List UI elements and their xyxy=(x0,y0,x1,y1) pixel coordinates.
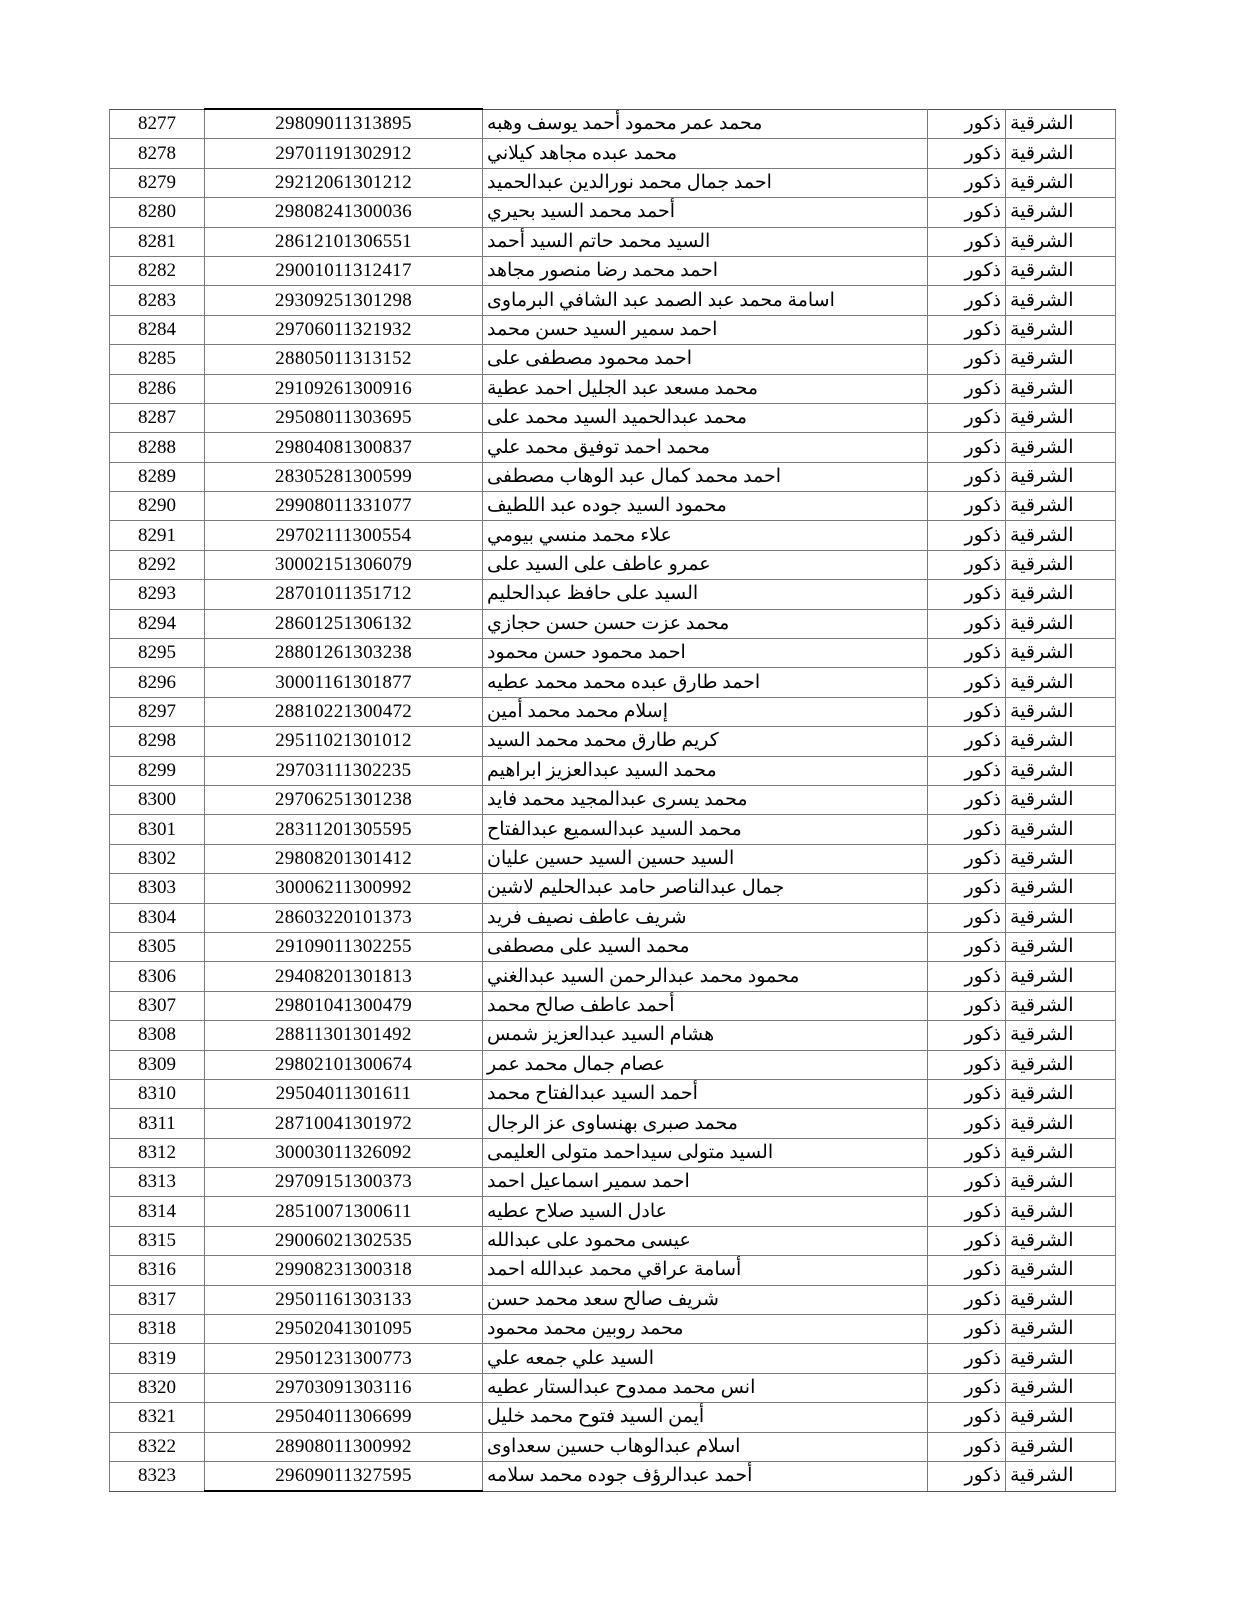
cell-name: اسلام عبدالوهاب حسين سعداوى xyxy=(483,1432,928,1461)
table-row xyxy=(110,727,1116,756)
cell-governorate: الشرقية xyxy=(1006,345,1116,374)
cell-gender: ذكور xyxy=(928,1109,1006,1138)
cell-gender: ذكور xyxy=(928,727,1006,756)
cell-serial: 8312 xyxy=(110,1138,205,1167)
cell-national-id: 29511021301012 xyxy=(205,727,483,756)
cell-governorate: الشرقية xyxy=(1006,874,1116,903)
cell-name: أسامة عراقي محمد عبدالله احمد xyxy=(483,1256,928,1285)
cell-name: احمد محمود حسن محمود xyxy=(483,639,928,668)
cell-national-id: 28908011300992 xyxy=(205,1432,483,1461)
cell-name: عيسى محمود على عبدالله xyxy=(483,1226,928,1255)
cell-gender: ذكور xyxy=(928,874,1006,903)
table-row xyxy=(110,785,1116,814)
cell-gender: ذكور xyxy=(928,1256,1006,1285)
table-row xyxy=(110,1373,1116,1402)
cell-national-id: 29908231300318 xyxy=(205,1256,483,1285)
cell-national-id: 29504011301611 xyxy=(205,1079,483,1108)
cell-serial: 8319 xyxy=(110,1344,205,1373)
cell-serial: 8282 xyxy=(110,256,205,285)
cell-serial: 8277 xyxy=(110,109,205,139)
cell-name: محمد روبين محمد محمود xyxy=(483,1315,928,1344)
cell-national-id: 29808241300036 xyxy=(205,198,483,227)
cell-gender: ذكور xyxy=(928,580,1006,609)
cell-gender: ذكور xyxy=(928,315,1006,344)
cell-gender: ذكور xyxy=(928,521,1006,550)
table-row xyxy=(110,962,1116,991)
cell-governorate: الشرقية xyxy=(1006,962,1116,991)
table-row xyxy=(110,227,1116,256)
cell-governorate: الشرقية xyxy=(1006,1256,1116,1285)
table-row xyxy=(110,697,1116,726)
cell-governorate: الشرقية xyxy=(1006,580,1116,609)
cell-national-id: 29809011313895 xyxy=(205,109,483,139)
table-row xyxy=(110,668,1116,697)
cell-name: أحمد عاطف صالح محمد xyxy=(483,991,928,1020)
cell-name: احمد جمال محمد نورالدين عبدالحميد xyxy=(483,168,928,197)
cell-name: السيد علي جمعه علي xyxy=(483,1344,928,1373)
cell-name: أحمد محمد السيد بحيري xyxy=(483,198,928,227)
table-row xyxy=(110,403,1116,432)
cell-governorate: الشرقية xyxy=(1006,403,1116,432)
cell-national-id: 29801041300479 xyxy=(205,991,483,1020)
table-row xyxy=(110,1079,1116,1108)
cell-national-id: 29001011312417 xyxy=(205,256,483,285)
cell-governorate: الشرقية xyxy=(1006,1138,1116,1167)
cell-name: كريم طارق محمد محمد السيد xyxy=(483,727,928,756)
cell-national-id: 29609011327595 xyxy=(205,1461,483,1491)
cell-national-id: 29908011331077 xyxy=(205,492,483,521)
cell-governorate: الشرقية xyxy=(1006,609,1116,638)
cell-governorate: الشرقية xyxy=(1006,697,1116,726)
cell-serial: 8313 xyxy=(110,1168,205,1197)
cell-national-id: 29702111300554 xyxy=(205,521,483,550)
cell-gender: ذكور xyxy=(928,433,1006,462)
cell-serial: 8293 xyxy=(110,580,205,609)
cell-governorate: الشرقية xyxy=(1006,462,1116,491)
cell-name: محمد عبدالحميد السيد محمد على xyxy=(483,403,928,432)
cell-gender: ذكور xyxy=(928,1403,1006,1432)
cell-name: محمد احمد توفيق محمد علي xyxy=(483,433,928,462)
table-row xyxy=(110,932,1116,961)
table-row xyxy=(110,903,1116,932)
cell-governorate: الشرقية xyxy=(1006,550,1116,579)
table-row xyxy=(110,1256,1116,1285)
cell-governorate: الشرقية xyxy=(1006,521,1116,550)
cell-name: احمد سمير اسماعيل احمد xyxy=(483,1168,928,1197)
cell-gender: ذكور xyxy=(928,609,1006,638)
cell-gender: ذكور xyxy=(928,168,1006,197)
cell-gender: ذكور xyxy=(928,903,1006,932)
cell-gender: ذكور xyxy=(928,462,1006,491)
cell-serial: 8281 xyxy=(110,227,205,256)
cell-gender: ذكور xyxy=(928,785,1006,814)
cell-national-id: 29802101300674 xyxy=(205,1050,483,1079)
cell-name: محمد عبده مجاهد كيلاني xyxy=(483,139,928,168)
cell-governorate: الشرقية xyxy=(1006,1432,1116,1461)
cell-serial: 8283 xyxy=(110,286,205,315)
cell-serial: 8309 xyxy=(110,1050,205,1079)
table-row xyxy=(110,1168,1116,1197)
cell-national-id: 29703111302235 xyxy=(205,756,483,785)
cell-governorate: الشرقية xyxy=(1006,1373,1116,1402)
cell-gender: ذكور xyxy=(928,139,1006,168)
cell-serial: 8320 xyxy=(110,1373,205,1402)
cell-serial: 8292 xyxy=(110,550,205,579)
cell-gender: ذكور xyxy=(928,1021,1006,1050)
cell-national-id: 29508011303695 xyxy=(205,403,483,432)
cell-name: احمد محمد كمال عبد الوهاب مصطفى xyxy=(483,462,928,491)
cell-gender: ذكور xyxy=(928,403,1006,432)
cell-gender: ذكور xyxy=(928,492,1006,521)
cell-name: أحمد عبدالرؤف جوده محمد سلامه xyxy=(483,1461,928,1491)
table-row xyxy=(110,1315,1116,1344)
cell-governorate: الشرقية xyxy=(1006,727,1116,756)
cell-serial: 8315 xyxy=(110,1226,205,1255)
cell-national-id: 29804081300837 xyxy=(205,433,483,462)
table-row xyxy=(110,639,1116,668)
cell-serial: 8302 xyxy=(110,844,205,873)
cell-national-id: 29701191302912 xyxy=(205,139,483,168)
cell-gender: ذكور xyxy=(928,991,1006,1020)
table-row xyxy=(110,374,1116,403)
cell-name: هشام السيد عبدالعزيز شمس xyxy=(483,1021,928,1050)
cell-gender: ذكور xyxy=(928,815,1006,844)
cell-gender: ذكور xyxy=(928,286,1006,315)
table-row xyxy=(110,492,1116,521)
cell-national-id: 29408201301813 xyxy=(205,962,483,991)
cell-name: احمد طارق عبده محمد محمد عطيه xyxy=(483,668,928,697)
cell-gender: ذكور xyxy=(928,109,1006,139)
cell-governorate: الشرقية xyxy=(1006,256,1116,285)
table-row xyxy=(110,1197,1116,1226)
cell-gender: ذكور xyxy=(928,668,1006,697)
cell-gender: ذكور xyxy=(928,1050,1006,1079)
cell-gender: ذكور xyxy=(928,932,1006,961)
cell-gender: ذكور xyxy=(928,1315,1006,1344)
cell-governorate: الشرقية xyxy=(1006,492,1116,521)
cell-name: السيد متولى سيداحمد متولى العليمى xyxy=(483,1138,928,1167)
cell-serial: 8307 xyxy=(110,991,205,1020)
cell-gender: ذكور xyxy=(928,1285,1006,1314)
table-row xyxy=(110,433,1116,462)
cell-name: السيد على حافظ عبدالحليم xyxy=(483,580,928,609)
table-row xyxy=(110,1021,1116,1050)
cell-gender: ذكور xyxy=(928,756,1006,785)
table-row xyxy=(110,1226,1116,1255)
cell-name: أحمد السيد عبدالفتاح محمد xyxy=(483,1079,928,1108)
cell-national-id: 29706251301238 xyxy=(205,785,483,814)
cell-serial: 8317 xyxy=(110,1285,205,1314)
cell-gender: ذكور xyxy=(928,697,1006,726)
table-row xyxy=(110,1344,1116,1373)
cell-serial: 8296 xyxy=(110,668,205,697)
cell-national-id: 28801261303238 xyxy=(205,639,483,668)
table-row xyxy=(110,815,1116,844)
table-row xyxy=(110,345,1116,374)
cell-governorate: الشرقية xyxy=(1006,109,1116,139)
cell-governorate: الشرقية xyxy=(1006,756,1116,785)
cell-name: عصام جمال محمد عمر xyxy=(483,1050,928,1079)
cell-serial: 8287 xyxy=(110,403,205,432)
cell-gender: ذكور xyxy=(928,1168,1006,1197)
cell-governorate: الشرقية xyxy=(1006,639,1116,668)
table-row xyxy=(110,521,1116,550)
table-row xyxy=(110,1403,1116,1432)
cell-national-id: 29706011321932 xyxy=(205,315,483,344)
cell-gender: ذكور xyxy=(928,345,1006,374)
cell-governorate: الشرقية xyxy=(1006,1079,1116,1108)
table-row xyxy=(110,256,1116,285)
cell-national-id: 28805011313152 xyxy=(205,345,483,374)
cell-serial: 8303 xyxy=(110,874,205,903)
cell-governorate: الشرقية xyxy=(1006,1315,1116,1344)
cell-governorate: الشرقية xyxy=(1006,1461,1116,1491)
table-row xyxy=(110,109,1116,139)
cell-name: محمد يسرى عبدالمجيد محمد فايد xyxy=(483,785,928,814)
cell-name: انس محمد ممدوح عبدالستار عطيه xyxy=(483,1373,928,1402)
cell-serial: 8284 xyxy=(110,315,205,344)
cell-governorate: الشرقية xyxy=(1006,1021,1116,1050)
table-row xyxy=(110,1285,1116,1314)
cell-national-id: 28810221300472 xyxy=(205,697,483,726)
cell-serial: 8285 xyxy=(110,345,205,374)
cell-name: محمود محمد عبدالرحمن السيد عبدالغني xyxy=(483,962,928,991)
cell-serial: 8299 xyxy=(110,756,205,785)
cell-governorate: الشرقية xyxy=(1006,227,1116,256)
table-row xyxy=(110,550,1116,579)
cell-serial: 8288 xyxy=(110,433,205,462)
cell-governorate: الشرقية xyxy=(1006,433,1116,462)
cell-serial: 8290 xyxy=(110,492,205,521)
cell-name: أيمن السيد فتوح محمد خليل xyxy=(483,1403,928,1432)
table-row xyxy=(110,991,1116,1020)
cell-governorate: الشرقية xyxy=(1006,815,1116,844)
cell-serial: 8304 xyxy=(110,903,205,932)
cell-governorate: الشرقية xyxy=(1006,785,1116,814)
cell-national-id: 29504011306699 xyxy=(205,1403,483,1432)
cell-governorate: الشرقية xyxy=(1006,139,1116,168)
cell-name: محمد صبرى بهنساوى عز الرجال xyxy=(483,1109,928,1138)
cell-serial: 8311 xyxy=(110,1109,205,1138)
table-row xyxy=(110,168,1116,197)
cell-national-id: 28510071300611 xyxy=(205,1197,483,1226)
table-row xyxy=(110,1109,1116,1138)
cell-gender: ذكور xyxy=(928,198,1006,227)
cell-serial: 8289 xyxy=(110,462,205,491)
cell-national-id: 28311201305595 xyxy=(205,815,483,844)
table-row xyxy=(110,198,1116,227)
cell-governorate: الشرقية xyxy=(1006,286,1116,315)
cell-name: عادل السيد صلاح عطيه xyxy=(483,1197,928,1226)
cell-gender: ذكور xyxy=(928,1197,1006,1226)
cell-governorate: الشرقية xyxy=(1006,991,1116,1020)
cell-name: شريف عاطف نصيف فريد xyxy=(483,903,928,932)
cell-gender: ذكور xyxy=(928,256,1006,285)
table-row xyxy=(110,1138,1116,1167)
cell-national-id: 29502041301095 xyxy=(205,1315,483,1344)
cell-gender: ذكور xyxy=(928,374,1006,403)
cell-national-id: 28710041301972 xyxy=(205,1109,483,1138)
cell-governorate: الشرقية xyxy=(1006,1109,1116,1138)
cell-national-id: 29109011302255 xyxy=(205,932,483,961)
cell-name: إسلام محمد محمد أمين xyxy=(483,697,928,726)
cell-name: محمود السيد جوده عبد اللطيف xyxy=(483,492,928,521)
cell-serial: 8300 xyxy=(110,785,205,814)
cell-serial: 8279 xyxy=(110,168,205,197)
cell-national-id: 29501161303133 xyxy=(205,1285,483,1314)
table-row xyxy=(110,580,1116,609)
cell-gender: ذكور xyxy=(928,227,1006,256)
cell-national-id: 29808201301412 xyxy=(205,844,483,873)
cell-name: احمد محمد رضا منصور مجاهد xyxy=(483,256,928,285)
table-row xyxy=(110,462,1116,491)
cell-name: السيد محمد حاتم السيد أحمد xyxy=(483,227,928,256)
roster-table-container xyxy=(110,108,1116,1492)
cell-gender: ذكور xyxy=(928,1461,1006,1491)
cell-serial: 8316 xyxy=(110,1256,205,1285)
cell-serial: 8323 xyxy=(110,1461,205,1491)
cell-national-id: 29703091303116 xyxy=(205,1373,483,1402)
cell-serial: 8301 xyxy=(110,815,205,844)
cell-governorate: الشرقية xyxy=(1006,932,1116,961)
cell-name: محمد السيد على مصطفى xyxy=(483,932,928,961)
cell-serial: 8305 xyxy=(110,932,205,961)
cell-governorate: الشرقية xyxy=(1006,1050,1116,1079)
cell-gender: ذكور xyxy=(928,844,1006,873)
table-row xyxy=(110,874,1116,903)
cell-governorate: الشرقية xyxy=(1006,374,1116,403)
cell-name: احمد سمير السيد حسن محمد xyxy=(483,315,928,344)
cell-serial: 8280 xyxy=(110,198,205,227)
cell-national-id: 28601251306132 xyxy=(205,609,483,638)
cell-national-id: 28811301301492 xyxy=(205,1021,483,1050)
cell-national-id: 29709151300373 xyxy=(205,1168,483,1197)
cell-name: محمد مسعد عبد الجليل احمد عطية xyxy=(483,374,928,403)
table-row xyxy=(110,315,1116,344)
cell-serial: 8298 xyxy=(110,727,205,756)
cell-national-id: 29309251301298 xyxy=(205,286,483,315)
cell-serial: 8306 xyxy=(110,962,205,991)
cell-serial: 8314 xyxy=(110,1197,205,1226)
cell-governorate: الشرقية xyxy=(1006,1403,1116,1432)
cell-name: شريف صالح سعد محمد حسن xyxy=(483,1285,928,1314)
cell-gender: ذكور xyxy=(928,1344,1006,1373)
cell-national-id: 28603220101373 xyxy=(205,903,483,932)
cell-name: محمد عزت حسن حسن حجازي xyxy=(483,609,928,638)
cell-name: محمد السيد عبدالسميع عبدالفتاح xyxy=(483,815,928,844)
cell-serial: 8297 xyxy=(110,697,205,726)
cell-gender: ذكور xyxy=(928,962,1006,991)
cell-gender: ذكور xyxy=(928,1373,1006,1402)
cell-name: محمد عمر محمود أحمد يوسف وهبه xyxy=(483,109,928,139)
cell-governorate: الشرقية xyxy=(1006,668,1116,697)
table-row xyxy=(110,844,1116,873)
cell-national-id: 29006021302535 xyxy=(205,1226,483,1255)
cell-national-id: 30006211300992 xyxy=(205,874,483,903)
cell-serial: 8286 xyxy=(110,374,205,403)
cell-gender: ذكور xyxy=(928,1432,1006,1461)
cell-national-id: 29501231300773 xyxy=(205,1344,483,1373)
cell-serial: 8295 xyxy=(110,639,205,668)
cell-governorate: الشرقية xyxy=(1006,1344,1116,1373)
cell-name: جمال عبدالناصر حامد عبدالحليم لاشين xyxy=(483,874,928,903)
cell-name: احمد محمود مصطفى على xyxy=(483,345,928,374)
table-row xyxy=(110,1432,1116,1461)
cell-name: محمد السيد عبدالعزيز ابراهيم xyxy=(483,756,928,785)
cell-serial: 8308 xyxy=(110,1021,205,1050)
table-row xyxy=(110,139,1116,168)
table-row xyxy=(110,1461,1116,1491)
cell-national-id: 30002151306079 xyxy=(205,550,483,579)
roster-table xyxy=(109,108,1116,1492)
cell-name: السيد حسين السيد حسين عليان xyxy=(483,844,928,873)
cell-serial: 8321 xyxy=(110,1403,205,1432)
cell-serial: 8278 xyxy=(110,139,205,168)
cell-governorate: الشرقية xyxy=(1006,315,1116,344)
table-row xyxy=(110,1050,1116,1079)
cell-serial: 8318 xyxy=(110,1315,205,1344)
cell-national-id: 28612101306551 xyxy=(205,227,483,256)
cell-gender: ذكور xyxy=(928,1138,1006,1167)
cell-national-id: 30003011326092 xyxy=(205,1138,483,1167)
cell-governorate: الشرقية xyxy=(1006,1197,1116,1226)
cell-governorate: الشرقية xyxy=(1006,1168,1116,1197)
cell-gender: ذكور xyxy=(928,639,1006,668)
table-row xyxy=(110,609,1116,638)
cell-governorate: الشرقية xyxy=(1006,198,1116,227)
cell-gender: ذكور xyxy=(928,550,1006,579)
cell-serial: 8322 xyxy=(110,1432,205,1461)
cell-gender: ذكور xyxy=(928,1226,1006,1255)
table-row xyxy=(110,756,1116,785)
table-row xyxy=(110,286,1116,315)
cell-national-id: 29212061301212 xyxy=(205,168,483,197)
cell-national-id: 30001161301877 xyxy=(205,668,483,697)
cell-national-id: 28701011351712 xyxy=(205,580,483,609)
cell-gender: ذكور xyxy=(928,1079,1006,1108)
cell-governorate: الشرقية xyxy=(1006,844,1116,873)
cell-governorate: الشرقية xyxy=(1006,1226,1116,1255)
cell-name: علاء محمد منسي بيومي xyxy=(483,521,928,550)
cell-serial: 8310 xyxy=(110,1079,205,1108)
cell-name: اسامة محمد عبد الصمد عبد الشافي البرماوى xyxy=(483,286,928,315)
cell-governorate: الشرقية xyxy=(1006,1285,1116,1314)
cell-governorate: الشرقية xyxy=(1006,903,1116,932)
cell-national-id: 28305281300599 xyxy=(205,462,483,491)
cell-governorate: الشرقية xyxy=(1006,168,1116,197)
roster-table-body xyxy=(110,109,1116,1491)
cell-serial: 8294 xyxy=(110,609,205,638)
cell-national-id: 29109261300916 xyxy=(205,374,483,403)
cell-serial: 8291 xyxy=(110,521,205,550)
cell-name: عمرو عاطف على السيد على xyxy=(483,550,928,579)
